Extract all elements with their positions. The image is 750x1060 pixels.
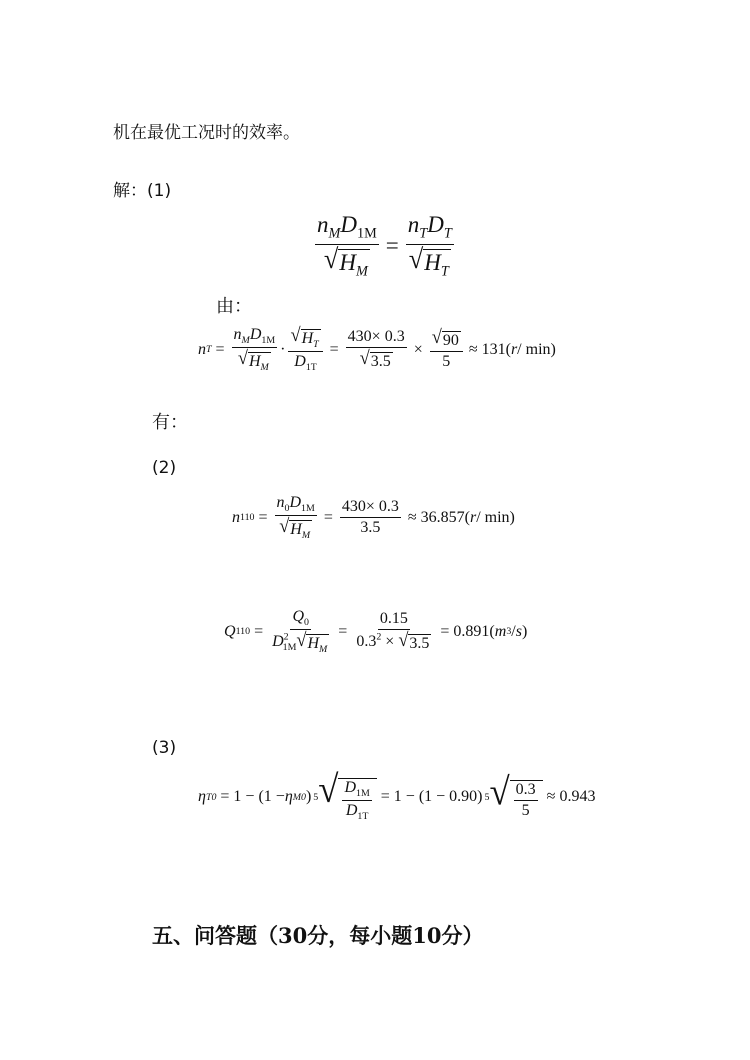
solution-label: 解：(1) [113,181,172,201]
equation-speed: n T = $n_MD_{1M}$ √ $H_M$ · √ $H_T$ $D_{1T}$ = 430× 0.3 √ 3.5 × √ 90 5 ≈ 131( r / min) [198,324,556,374]
equation-unit-speed: n 110 = $n_0D_{1M}$ √ $H_M$ = $\frac{430\times 0.3}{3.5}$ ≈ 36.857( r / min) [232,494,515,542]
you-label: 由： [216,296,252,317]
section-heading: 五、问答题（30分，每小题10分） [152,923,484,948]
intro-text: 机在最优工况时的效率。 [113,123,300,143]
have-label: 有： [152,412,188,433]
equation-similarity: $n_MD_{1M}$ √ $H_M$ = $n_TD_T$ √ $H_T$ [317,212,452,280]
part3-label: (3) [152,738,177,758]
equation-efficiency: η T0 = 1 − (1 − η M0 ) 5 √ $\frac{D_{1M}}{D_{1T}}$ = 1 − (1 − 0.90) 5 √ $\frac{0.3}{5}$ ≈ 0.943 [198,767,596,823]
equation-unit-flow: Q 110 = $Q_0$ $D^2_{1M}$ √ $H_M$ = 0.15 $0.3^2$ × √ 3.5 = 0.891( m 3 / s ) [224,608,528,656]
part2-label: (2) [152,458,177,478]
